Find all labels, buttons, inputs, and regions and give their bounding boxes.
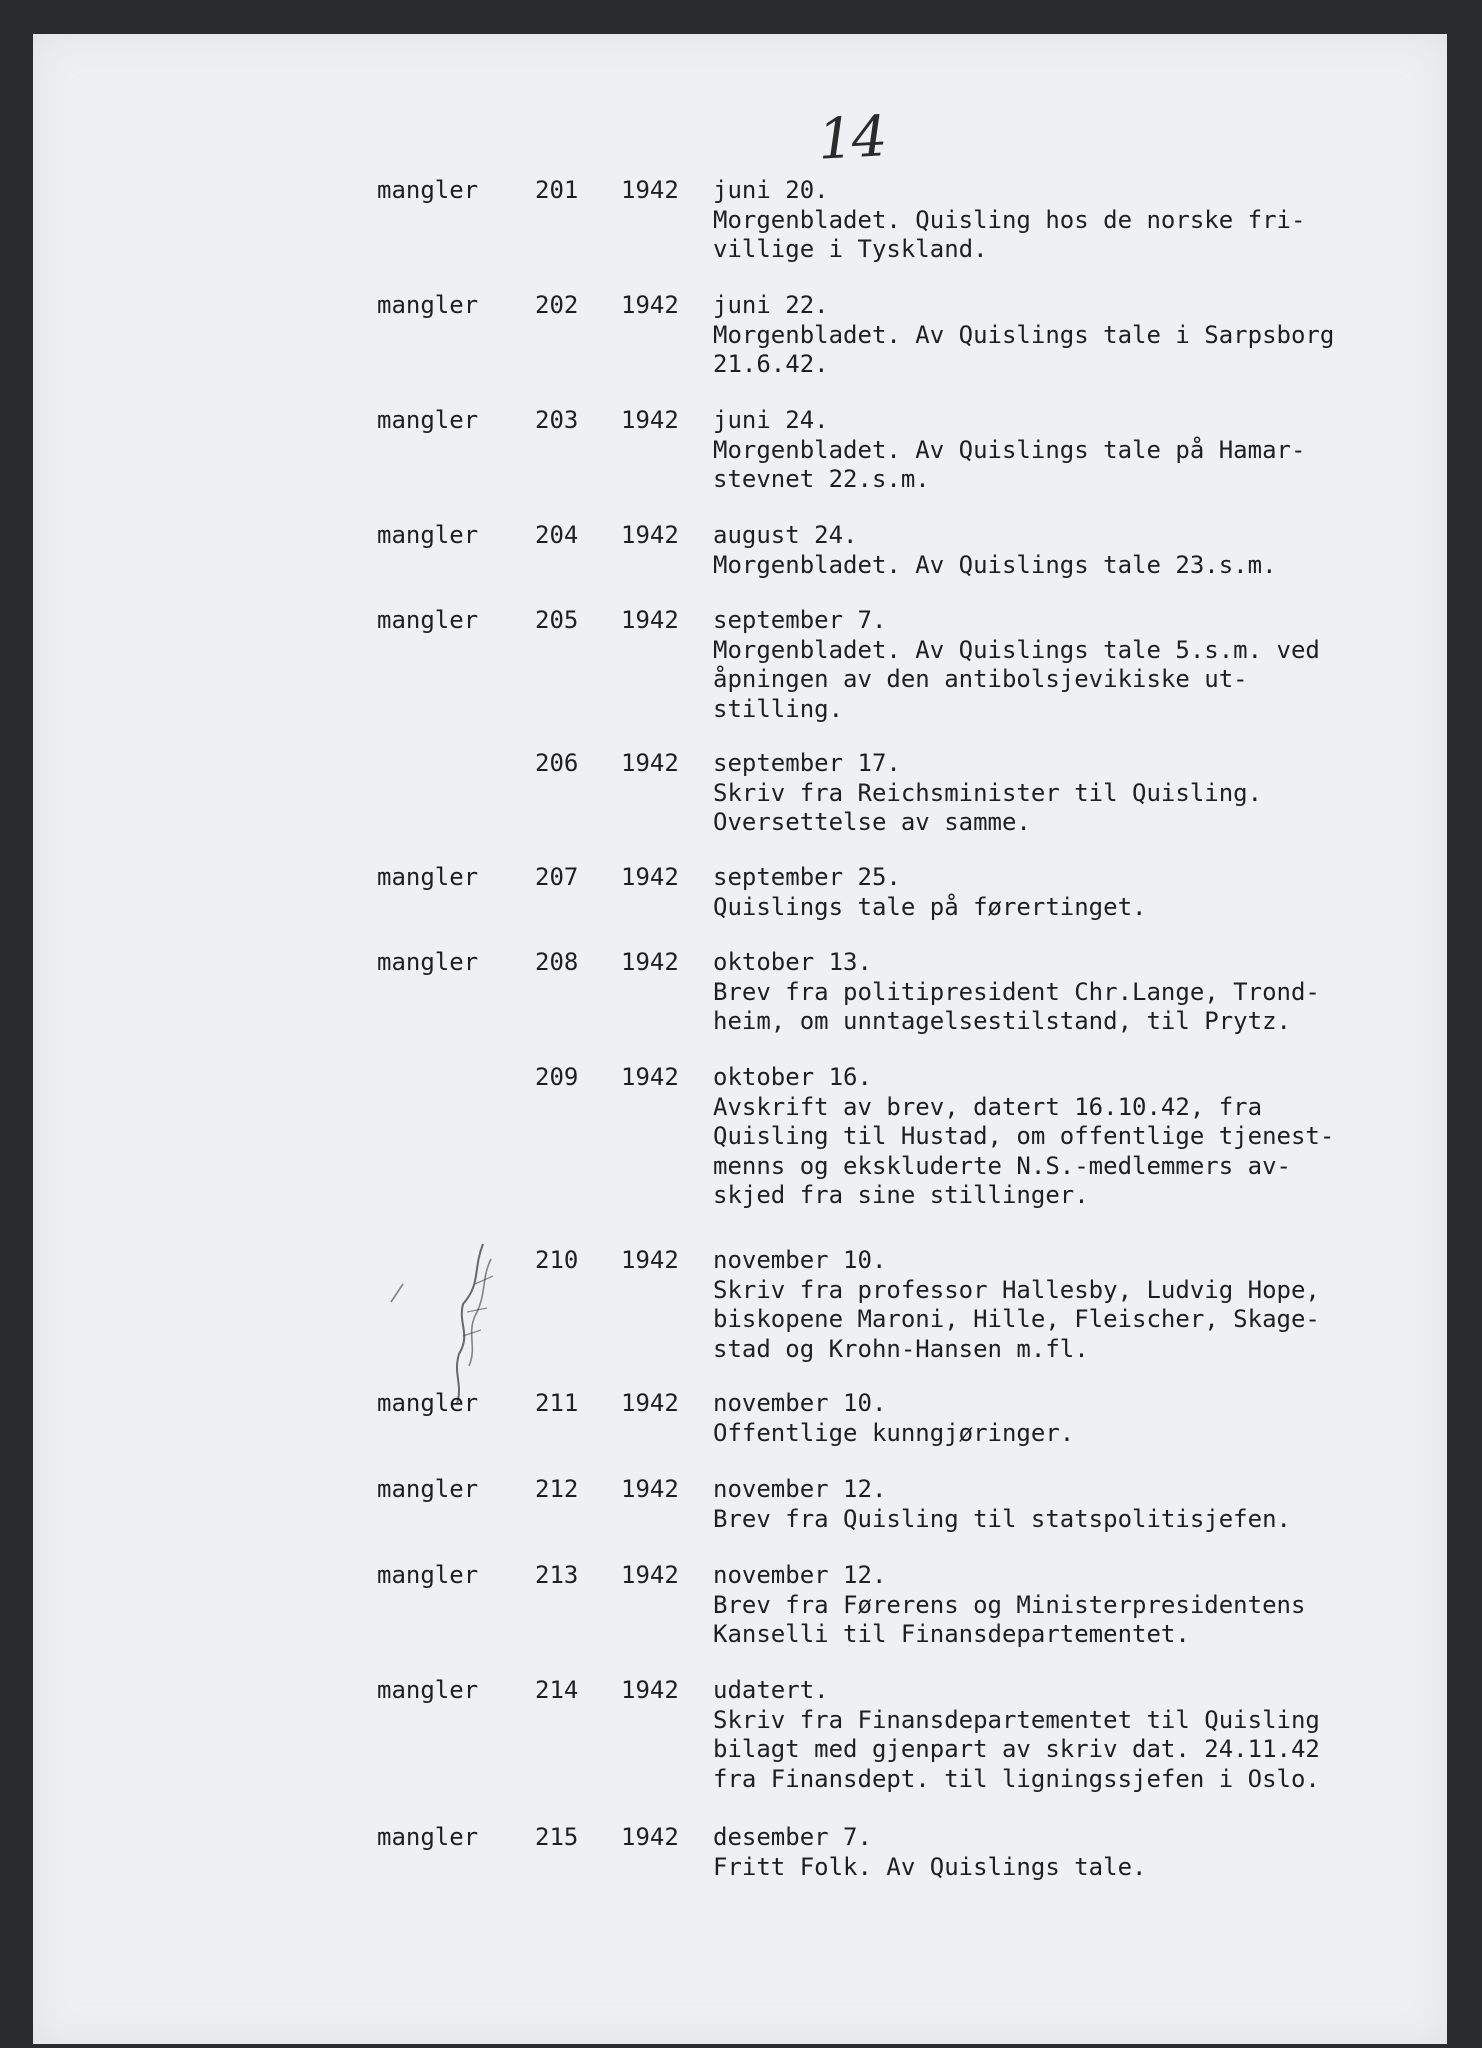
entry-year: 1942 — [621, 176, 679, 204]
entry-number: 207 — [535, 863, 579, 891]
entry-number: 202 — [535, 291, 579, 319]
entry-description — [713, 606, 1455, 724]
entry-line: Oversettelse av samme. — [713, 808, 1031, 836]
entry-year: 1942 — [621, 291, 679, 319]
entry-description — [713, 1475, 1455, 1534]
entry-number: 206 — [535, 749, 579, 777]
entry-number: 210 — [535, 1246, 579, 1274]
entry-line: skjed fra sine stillinger. — [713, 1181, 1089, 1209]
entry-line: juni 20. — [713, 176, 829, 204]
entry-number: 214 — [535, 1676, 579, 1704]
entry-year: 1942 — [621, 1063, 679, 1091]
entry-status: mangler — [377, 1676, 479, 1704]
entry-line: stilling. — [713, 694, 844, 723]
entry-description — [713, 1561, 1455, 1650]
entry-line: fra Finansdept. til ligningssjefen i Oslo. — [713, 1764, 1320, 1793]
entry-line: september 17. — [713, 749, 901, 777]
entry-year: 1942 — [621, 1823, 679, 1851]
entry-line: juni 22. — [713, 291, 829, 319]
entry-year: 1942 — [621, 406, 679, 434]
entry-line: Morgenbladet. Av Quislings tale i Sarpsborg — [713, 320, 1335, 349]
entry-status: mangler — [377, 606, 479, 634]
entry-line: Brev fra politipresident Chr.Lange, Trond- — [713, 977, 1320, 1006]
entry-status: mangler — [377, 1389, 479, 1417]
entry-line: Brev fra Quisling til statspolitisjefen. — [713, 1504, 1291, 1533]
entry-line: Morgenbladet. Av Quislings tale 5.s.m. ved — [713, 635, 1320, 664]
entry-line: udatert. — [713, 1676, 829, 1704]
entry-line: Skriv fra Finansdepartementet til Quisling — [713, 1705, 1320, 1734]
entry-description — [713, 948, 1455, 1037]
entry-status: mangler — [377, 948, 479, 976]
entry-status: mangler — [377, 176, 479, 204]
entry-number: 215 — [535, 1823, 579, 1851]
entry-description — [713, 291, 1455, 380]
entry-line: stevnet 22.s.m. — [713, 465, 930, 493]
entry-line: villige i Tyskland. — [713, 235, 988, 263]
entry-status: mangler — [377, 863, 479, 891]
entry-description — [713, 521, 1455, 580]
entry-description — [713, 1063, 1455, 1211]
entry-number: 201 — [535, 176, 579, 204]
entry-line: august 24. — [713, 521, 858, 549]
entry-line: Skriv fra Reichsminister til Quisling. — [713, 778, 1263, 807]
entry-line: Quisling til Hustad, om offentlige tjenest- — [713, 1122, 1335, 1150]
entry-year: 1942 — [621, 1676, 679, 1704]
entry-line: september 25. — [713, 863, 901, 891]
entry-status: mangler — [377, 521, 479, 549]
entry-line: Avskrift av brev, datert 16.10.42, fra — [713, 1092, 1263, 1121]
entry-line: Fritt Folk. Av Quislings tale. — [713, 1852, 1147, 1881]
document-page — [33, 34, 1447, 2044]
entry-status: mangler — [377, 1475, 479, 1503]
entry-line: Quislings tale på førertinget. — [713, 892, 1147, 921]
entry-description — [713, 749, 1455, 838]
entry-line: Morgenbladet. Av Quislings tale på Hamar- — [713, 435, 1306, 464]
entry-year: 1942 — [621, 1389, 679, 1417]
entry-line: biskopene Maroni, Hille, Fleischer, Skage- — [713, 1305, 1320, 1333]
entry-year: 1942 — [621, 606, 679, 634]
entry-line: menns og ekskluderte N.S.-medlemmers av- — [713, 1151, 1291, 1180]
handwritten-page-number: 14 — [816, 104, 887, 173]
entry-line: september 7. — [713, 606, 887, 634]
entry-year: 1942 — [621, 1246, 679, 1274]
entry-line: 21.6.42. — [713, 350, 829, 378]
entry-year: 1942 — [621, 863, 679, 891]
entry-line: november 10. — [713, 1389, 887, 1417]
entry-line: Skriv fra professor Hallesby, Ludvig Hope, — [713, 1275, 1320, 1304]
entry-number: 205 — [535, 606, 579, 634]
entry-line: Kanselli til Finansdepartementet. — [713, 1620, 1190, 1648]
entry-line: Brev fra Førerens og Ministerpresidentens — [713, 1590, 1306, 1619]
entries-list — [33, 34, 1447, 2044]
entry-line: juni 24. — [713, 406, 829, 434]
entry-line: stad og Krohn-Hansen m.fl. — [713, 1334, 1089, 1363]
entry-number: 212 — [535, 1475, 579, 1503]
entry-line: heim, om unntagelsestilstand, til Prytz. — [713, 1007, 1291, 1035]
entry-description — [713, 1676, 1455, 1794]
entry-number: 213 — [535, 1561, 579, 1589]
entry-description — [713, 1246, 1455, 1364]
entry-line: oktober 16. — [713, 1063, 872, 1091]
entry-line: Morgenbladet. Quisling hos de norske fri- — [713, 205, 1306, 234]
entry-year: 1942 — [621, 948, 679, 976]
entry-line: bilagt med gjenpart av skriv dat. 24.11.42 — [713, 1735, 1320, 1763]
entry-status: mangler — [377, 1561, 479, 1589]
entry-year: 1942 — [621, 1561, 679, 1589]
entry-description — [713, 1823, 1455, 1882]
entry-line: Morgenbladet. Av Quislings tale 23.s.m. — [713, 550, 1277, 579]
entry-line: Offentlige kunngjøringer. — [713, 1418, 1075, 1447]
entry-line: november 10. — [713, 1246, 887, 1274]
entry-line: åpningen av den antibolsjevikiske ut- — [713, 665, 1248, 693]
entry-line: november 12. — [713, 1561, 887, 1589]
entry-description — [713, 863, 1455, 922]
entry-number: 203 — [535, 406, 579, 434]
entry-number: 211 — [535, 1389, 579, 1417]
entry-number: 204 — [535, 521, 579, 549]
entry-number: 208 — [535, 948, 579, 976]
entry-line: november 12. — [713, 1475, 887, 1503]
entry-year: 1942 — [621, 521, 679, 549]
entry-description — [713, 1389, 1455, 1448]
entry-year: 1942 — [621, 1475, 679, 1503]
entry-line: desember 7. — [713, 1823, 872, 1851]
entry-description — [713, 176, 1455, 265]
entry-status: mangler — [377, 291, 479, 319]
entry-number: 209 — [535, 1063, 579, 1091]
entry-line: oktober 13. — [713, 948, 872, 976]
entry-description — [713, 406, 1455, 495]
entry-status: mangler — [377, 406, 479, 434]
entry-year: 1942 — [621, 749, 679, 777]
entry-status: mangler — [377, 1823, 479, 1851]
